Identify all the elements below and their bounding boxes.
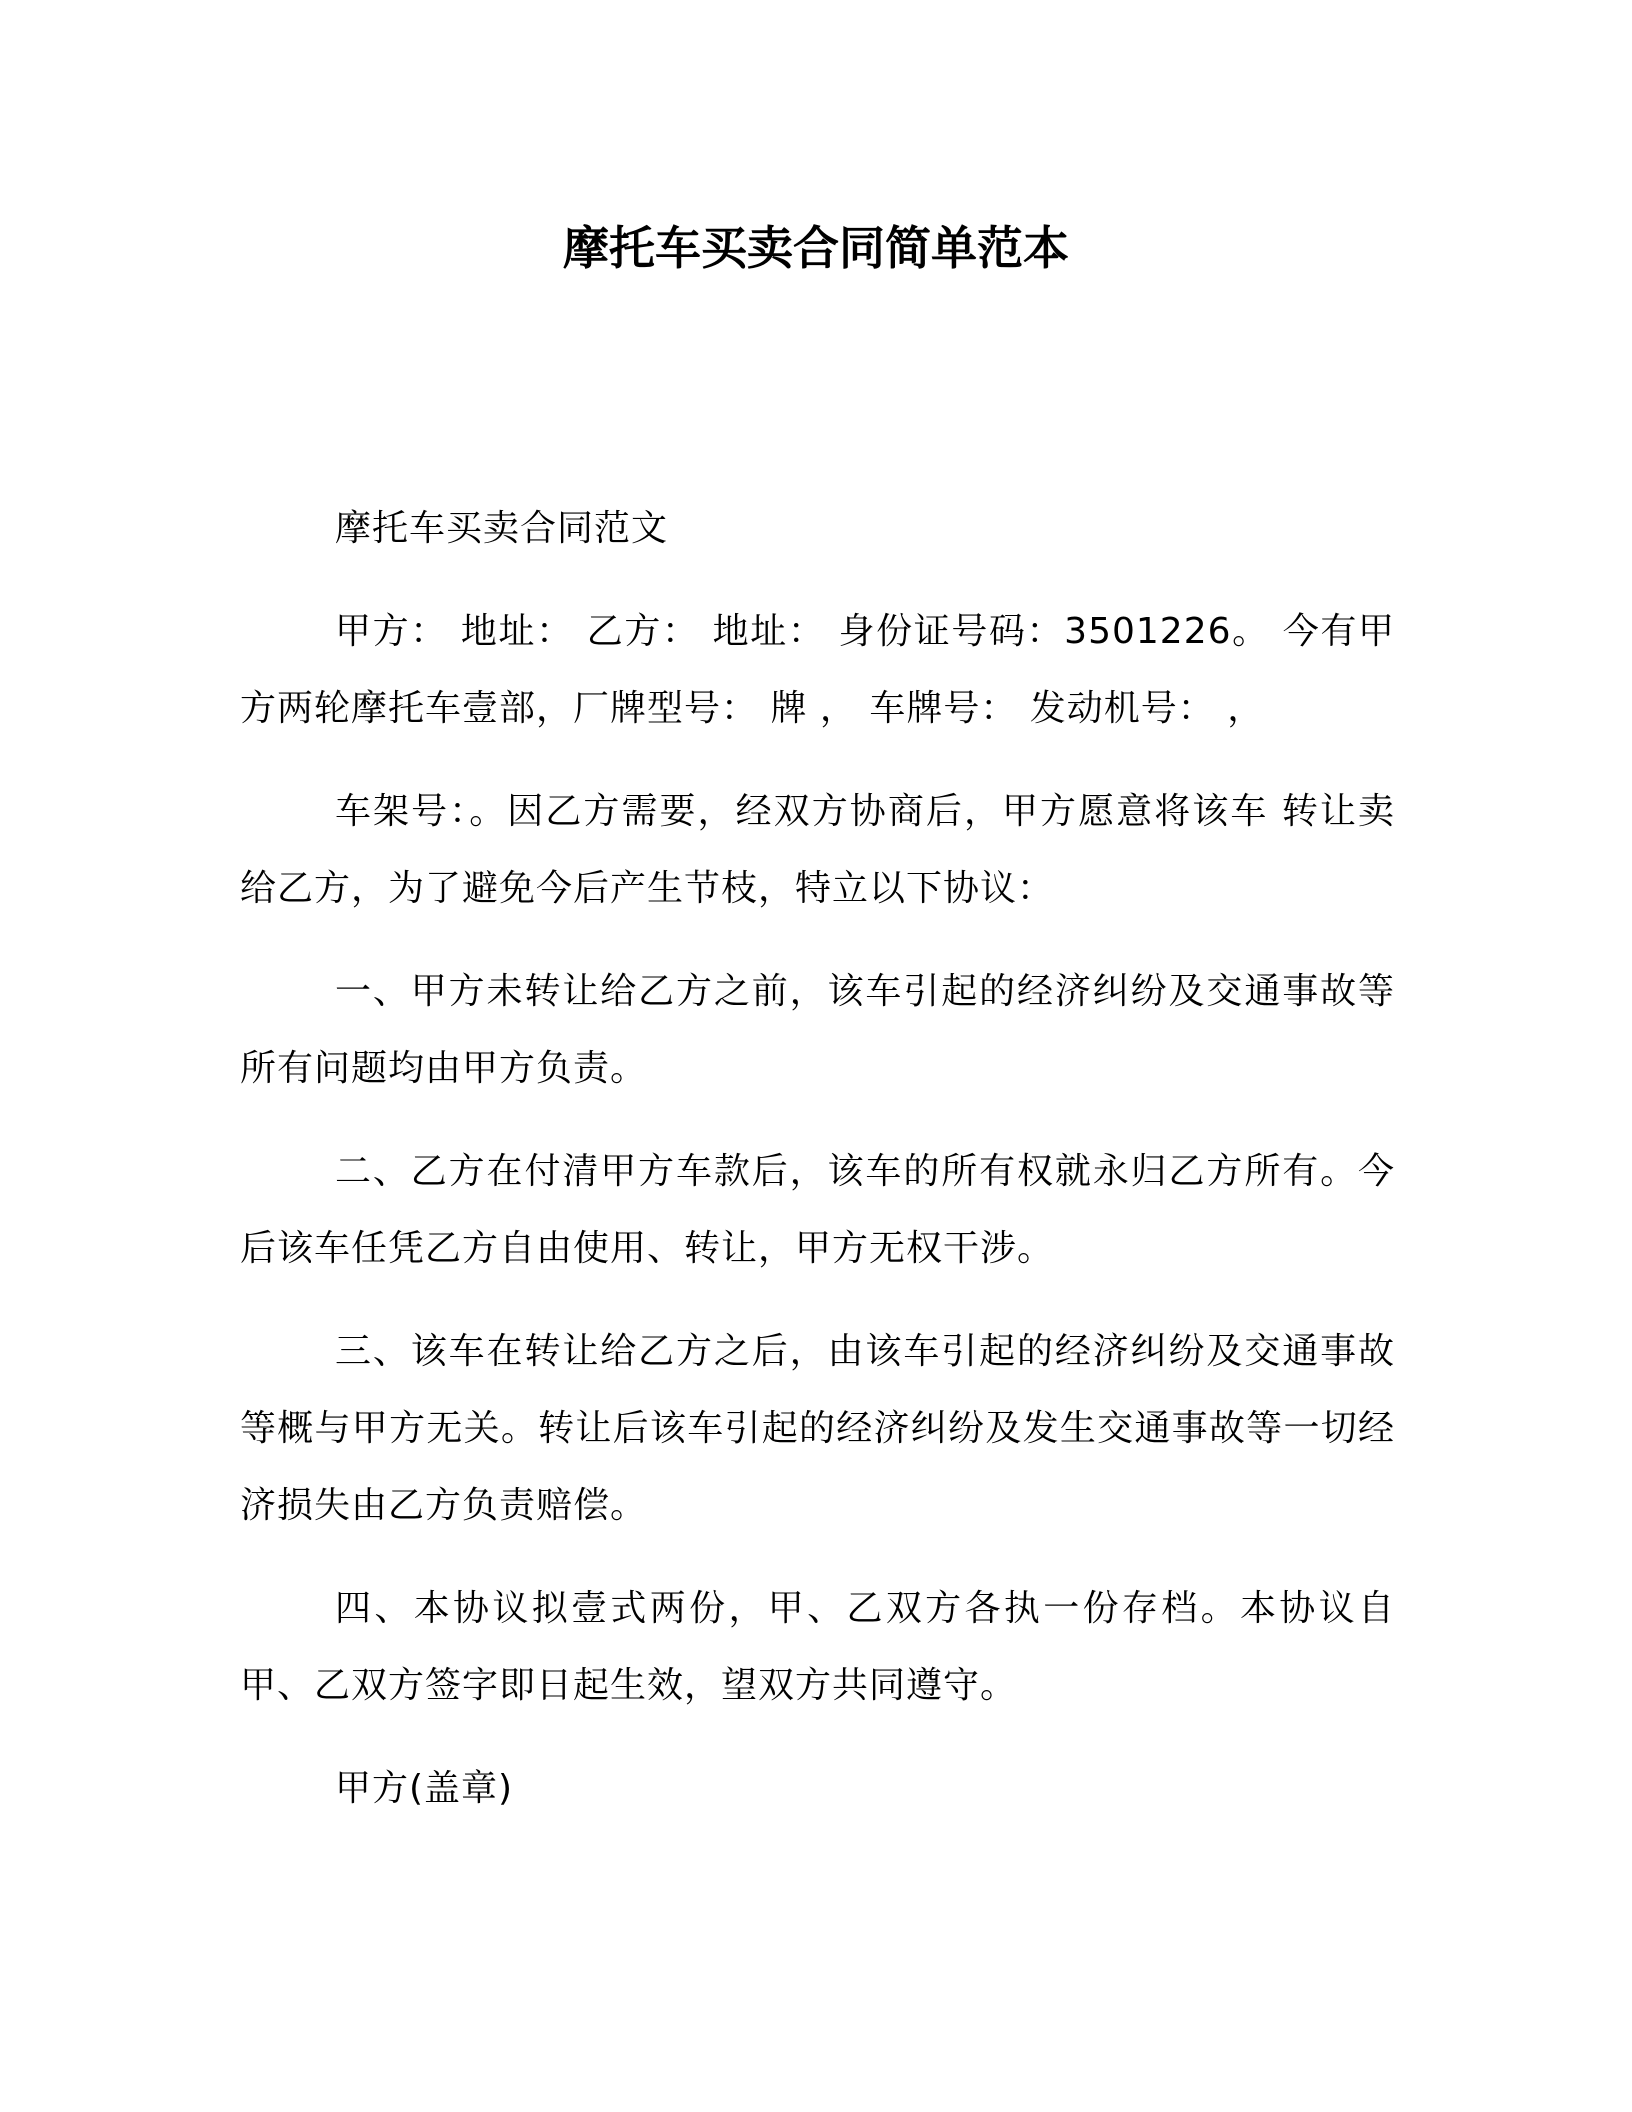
- paragraph-signature-party-a: 甲方(盖章): [335, 1768, 514, 1809]
- document-title: 摩托车买卖合同简单范本: [563, 221, 1069, 275]
- paragraph-parties: 甲方： 地址： 乙方： 地址： 身份证号码：3501226。 今有甲方两轮摩托车壹部，厂牌型号： 牌 ， 车牌号： 发动机号： ，: [240, 611, 1395, 729]
- paragraph-clause-1: 一、甲方未转让给乙方之前，该车引起的经济纠纷及交通事故等所有问题均由甲方负责。: [240, 971, 1395, 1089]
- paragraph-frame-number: 车架号：。因乙方需要，经双方协商后，甲方愿意将该车 转让卖给乙方，为了避免今后产生节枝，特立以下协议：: [240, 791, 1395, 909]
- paragraph-clause-4: 四、本协议拟壹式两份，甲、乙双方各执一份存档。本协议自甲、乙双方签字即日起生效，望双方共同遵守。: [240, 1588, 1395, 1706]
- paragraph-heading: 摩托车买卖合同范文: [335, 508, 669, 549]
- paragraph-clause-2: 二、乙方在付清甲方车款后，该车的所有权就永归乙方所有。今后该车任凭乙方自由使用、转让，甲方无权干涉。: [240, 1151, 1395, 1269]
- paragraph-clause-3: 三、该车在转让给乙方之后，由该车引起的经济纠纷及交通事故等概与甲方无关。转让后该车引起的经济纠纷及发生交通事故等一切经济损失由乙方负责赔偿。: [240, 1331, 1395, 1526]
- document-body: [240, 490, 1395, 1853]
